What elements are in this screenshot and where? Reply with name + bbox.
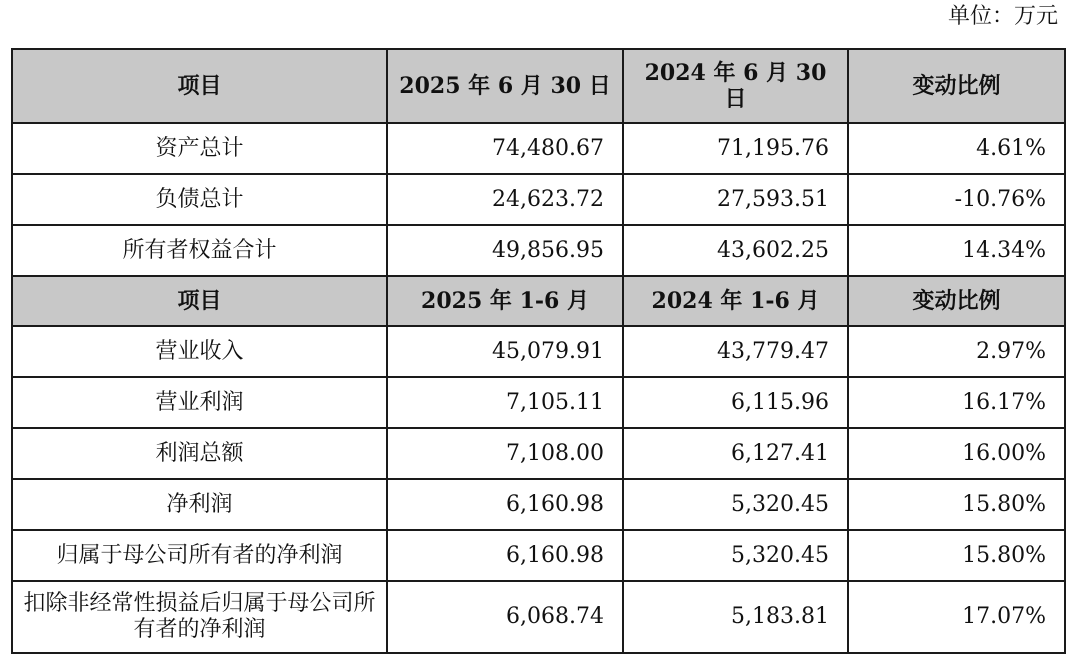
header-item: 项目 xyxy=(12,49,387,123)
financial-summary-table xyxy=(11,48,1066,654)
row-current: 6,068.74 xyxy=(387,581,623,653)
row-current: 49,856.95 xyxy=(387,225,623,276)
row-current: 24,623.72 xyxy=(387,174,623,225)
row-prior: 43,602.25 xyxy=(623,225,848,276)
table-row xyxy=(12,123,1065,174)
header-prior-period: 2024 年 1-6 月 xyxy=(623,276,848,326)
row-current: 7,108.00 xyxy=(387,428,623,479)
row-change: 17.07% xyxy=(848,581,1065,653)
row-item: 负债总计 xyxy=(12,174,387,225)
row-prior: 5,320.45 xyxy=(623,479,848,530)
row-change: 16.00% xyxy=(848,428,1065,479)
row-current: 6,160.98 xyxy=(387,479,623,530)
row-item: 利润总额 xyxy=(12,428,387,479)
table-row xyxy=(12,428,1065,479)
row-prior: 5,183.81 xyxy=(623,581,848,653)
row-change: 14.34% xyxy=(848,225,1065,276)
row-item: 所有者权益合计 xyxy=(12,225,387,276)
row-current: 45,079.91 xyxy=(387,326,623,377)
row-item: 营业利润 xyxy=(12,377,387,428)
header-item: 项目 xyxy=(12,276,387,326)
row-item: 净利润 xyxy=(12,479,387,530)
header-current-period: 2025 年 1-6 月 xyxy=(387,276,623,326)
row-change: -10.76% xyxy=(848,174,1065,225)
table-row xyxy=(12,326,1065,377)
row-change: 15.80% xyxy=(848,479,1065,530)
header-current-period: 2025 年 6 月 30 日 xyxy=(387,49,623,123)
row-change: 2.97% xyxy=(848,326,1065,377)
row-prior: 71,195.76 xyxy=(623,123,848,174)
table-row xyxy=(12,581,1065,653)
unit-label: 单位：万元 xyxy=(947,4,1058,29)
row-prior: 5,320.45 xyxy=(623,530,848,581)
row-item: 扣除非经常性损益后归属于母公司所有者的净利润 xyxy=(12,581,387,653)
row-prior: 6,127.41 xyxy=(623,428,848,479)
table-row xyxy=(12,530,1065,581)
row-item: 资产总计 xyxy=(12,123,387,174)
row-current: 7,105.11 xyxy=(387,377,623,428)
row-change: 16.17% xyxy=(848,377,1065,428)
income-header-row xyxy=(12,276,1065,326)
table-row xyxy=(12,225,1065,276)
row-prior: 6,115.96 xyxy=(623,377,848,428)
header-change-ratio: 变动比例 xyxy=(848,276,1065,326)
row-item: 归属于母公司所有者的净利润 xyxy=(12,530,387,581)
table-row xyxy=(12,174,1065,225)
row-prior: 27,593.51 xyxy=(623,174,848,225)
table-row xyxy=(12,377,1065,428)
balance-header-row xyxy=(12,49,1065,123)
row-current: 6,160.98 xyxy=(387,530,623,581)
row-change: 15.80% xyxy=(848,530,1065,581)
header-prior-period: 2024 年 6 月 30 日 xyxy=(623,49,848,123)
row-prior: 43,779.47 xyxy=(623,326,848,377)
header-change-ratio: 变动比例 xyxy=(848,49,1065,123)
row-change: 4.61% xyxy=(848,123,1065,174)
row-current: 74,480.67 xyxy=(387,123,623,174)
table-row xyxy=(12,479,1065,530)
row-item: 营业收入 xyxy=(12,326,387,377)
